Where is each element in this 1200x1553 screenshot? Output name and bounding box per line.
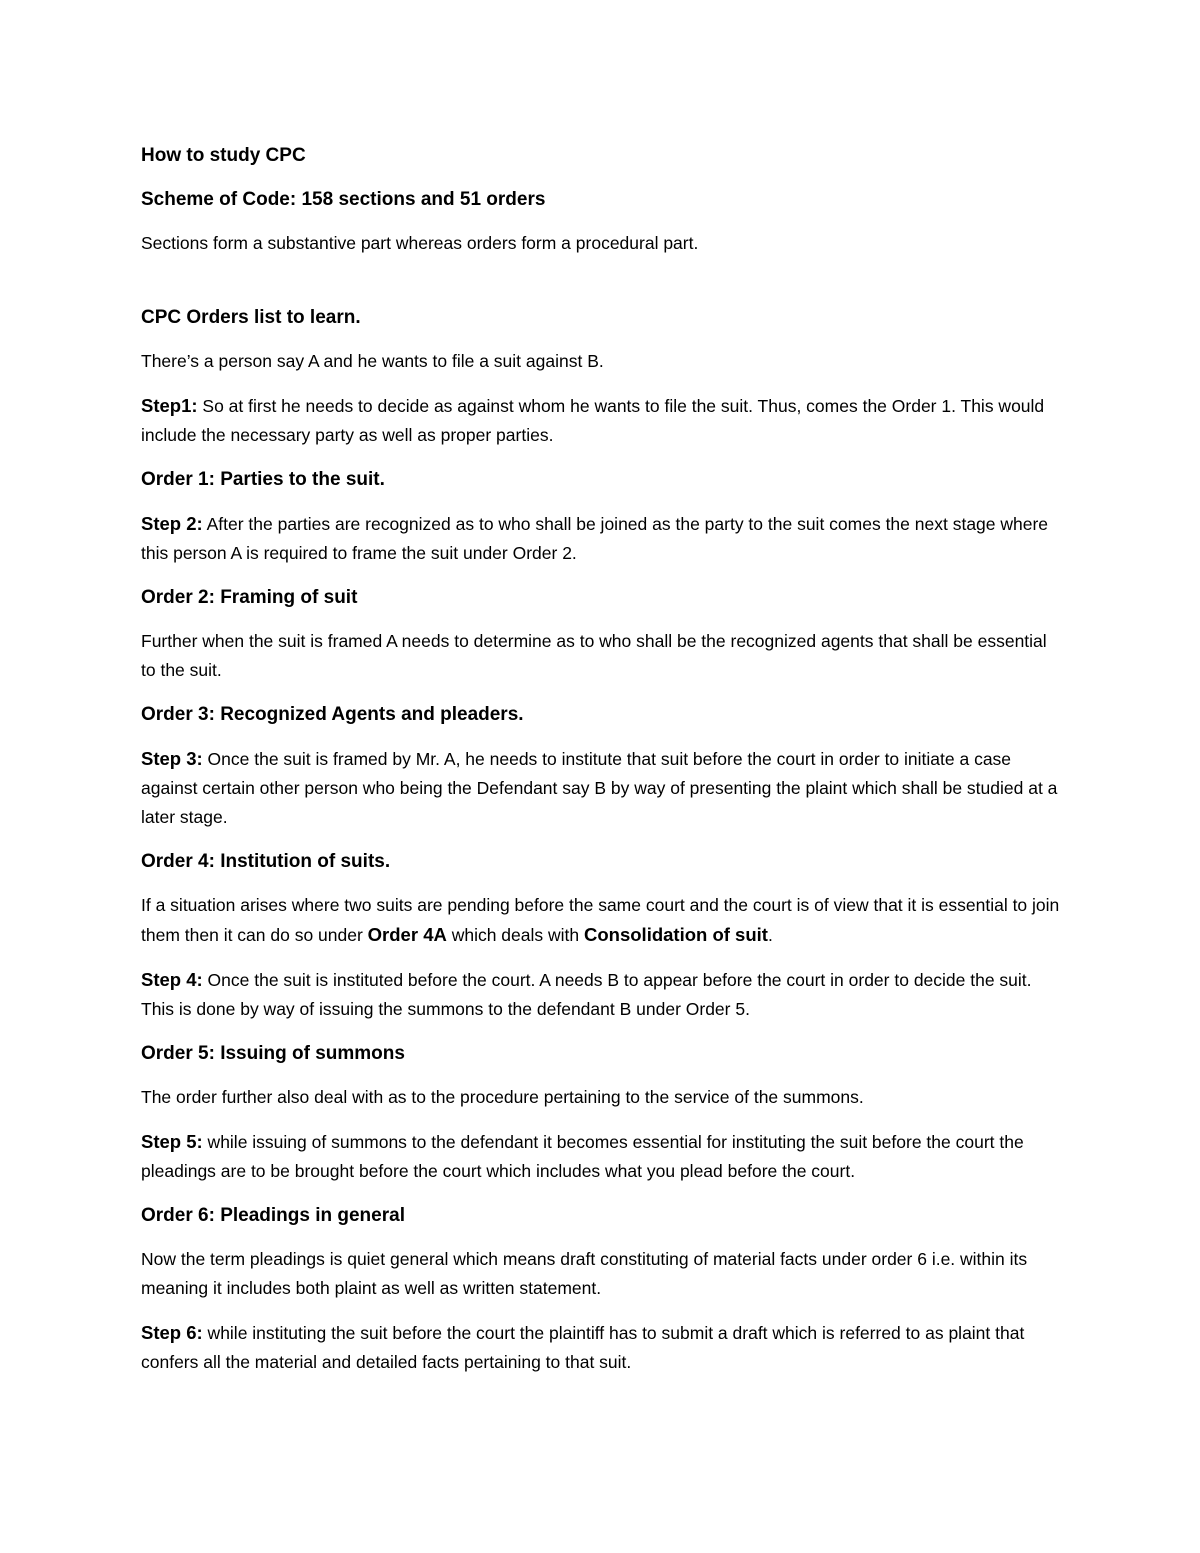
order6-text: Now the term pleadings is quiet general which means draft constituting of material facts under order 6 i.e. within its meaning it includes both plaint as well as written statement. <box>141 1249 1028 1298</box>
step2-text: After the parties are recognized as to who shall be joined as the party to the suit comes the next stage where this person A is required to frame the suit under Order 2. <box>141 514 1049 563</box>
order5-heading: Order 5: Issuing of summons <box>141 1043 405 1064</box>
order4-paragraph <box>141 891 1061 950</box>
scheme-text: Sections form a substantive part whereas orders form a procedural part. <box>141 233 699 253</box>
order6-heading: Order 6: Pleadings in general <box>141 1205 405 1226</box>
step3-paragraph <box>141 744 1061 832</box>
order5-text: The order further also deal with as to the procedure pertaining to the service of the summons. <box>141 1087 864 1107</box>
document-page <box>141 141 1061 1392</box>
step3-label: Step 3: <box>141 748 203 769</box>
step6-paragraph <box>141 1318 1061 1377</box>
step4-paragraph <box>141 965 1061 1024</box>
step4-label: Step 4: <box>141 969 203 990</box>
order4-text-part3: . <box>767 925 773 945</box>
step3-text: Once the suit is framed by Mr. A, he needs to institute that suit before the court in order to initiate a case against certain other person who being the Defendant say B by way of presenting the plaint which shall be studied at a later stage. <box>141 749 1058 827</box>
order1-heading: Order 1: Parties to the suit. <box>141 469 385 490</box>
order4a-reference: Order 4A <box>367 924 447 945</box>
step4-text: Once the suit is instituted before the court. A needs B to appear before the court in order to decide the suit. This is done by way of issuing the summons to the defendant B under Order 5. <box>141 970 1032 1019</box>
step2-label: Step 2: <box>141 513 203 534</box>
step1-text: So at first he needs to decide as against whom he wants to file the suit. Thus, comes the Order 1. This would include the necessary party as well as proper parties. <box>141 396 1045 445</box>
step1-label: Step1: <box>141 395 198 416</box>
step2-paragraph <box>141 509 1061 568</box>
step1-paragraph <box>141 391 1061 450</box>
order2-text: Further when the suit is framed A needs to determine as to who shall be the recognized agents that shall be essential to the suit. <box>141 631 1047 680</box>
order4-text-part1: If a situation arises where two suits are pending before the same court and the court is of view that it is essential to join them then it can do so under <box>141 895 1060 945</box>
step5-label: Step 5: <box>141 1131 203 1152</box>
order4-heading: Order 4: Institution of suits. <box>141 851 391 872</box>
step6-label: Step 6: <box>141 1322 203 1343</box>
order2-heading: Order 2: Framing of suit <box>141 587 358 608</box>
intro-text: There’s a person say A and he wants to file a suit against B. <box>141 351 604 371</box>
orders-list-heading: CPC Orders list to learn. <box>141 307 361 328</box>
scheme-heading: Scheme of Code: 158 sections and 51 orders <box>141 189 546 210</box>
order3-heading: Order 3: Recognized Agents and pleaders. <box>141 704 524 725</box>
document-title: How to study CPC <box>141 145 306 166</box>
step5-paragraph <box>141 1127 1061 1186</box>
order4-text-part2: which deals with <box>446 925 584 945</box>
step5-text: while issuing of summons to the defendant it becomes essential for instituting the suit before the court the pleadings are to be brought before the court which includes what you plead before the court. <box>141 1132 1024 1181</box>
step6-text: while instituting the suit before the court the plaintiff has to submit a draft which is referred to as plaint that confers all the material and detailed facts pertaining to that suit. <box>141 1323 1025 1372</box>
consolidation-topic: Consolidation of suit <box>584 924 768 945</box>
